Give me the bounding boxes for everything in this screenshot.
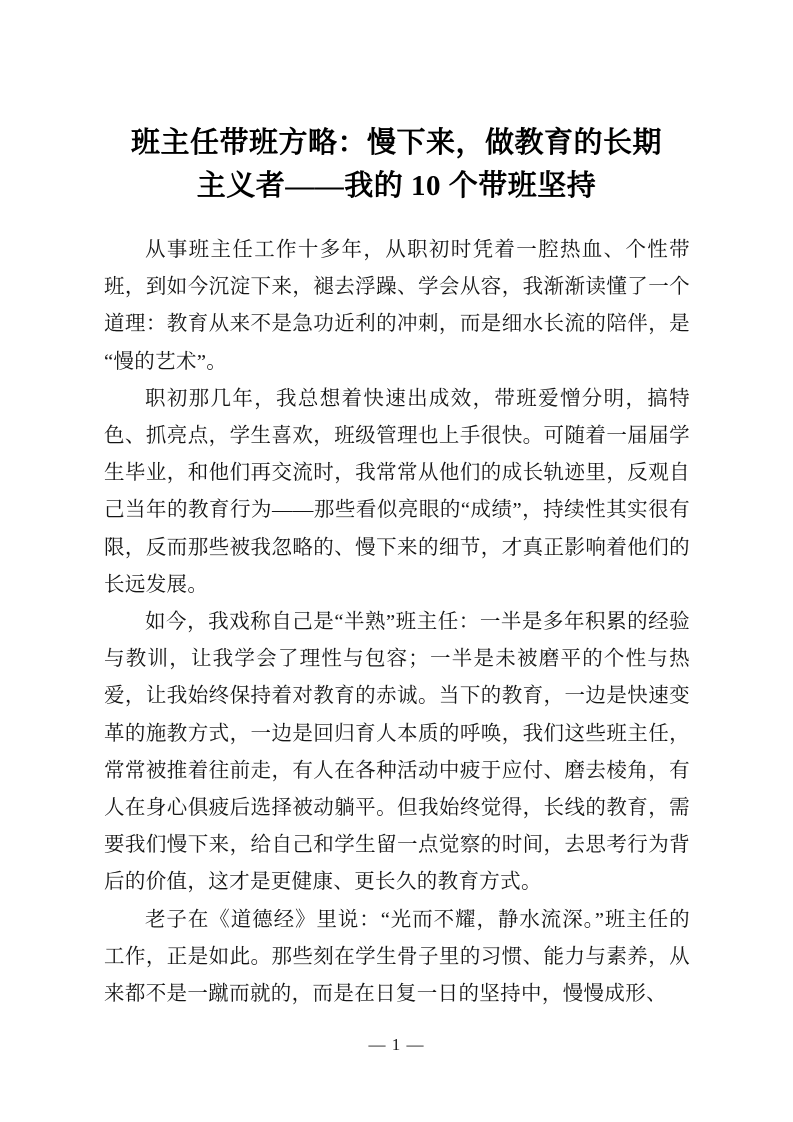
page-number: — 1 — [368,1035,425,1054]
page-title [100,122,693,208]
body-paragraph-1: 从事班主任工作十多年，从职初时凭着一腔热血、个性带班，到如今沉淀下来，褪去浮躁、学会从容，我渐渐读懂了一个道理：教育从来不是急功近利的冲刺，而是细水长流的陪伴，是“慢的艺术”。 [104,239,690,373]
page-footer [0,1035,793,1055]
page-title-line-2: 主义者——我的 10 个带班坚持 [196,170,597,203]
body-paragraph-3: 如今，我戏称自己是“半熟”班主任：一半是多年积累的经验与教训，让我学会了理性与包容；一半是未被磨平的个性与热爱，让我始终保持着对教育的赤诚。当下的教育，一边是快速变革的施教方式，一边是回归育人本质的呼唤，我们这些班主任，常常被推着往前走，有人在各种活动中疲于应付、磨去棱角，有人在身心俱疲后选择被动躺平。但我始终觉得，长线的教育，需要我们慢下来，给自己和学生留一点觉察的时间，去思考行为背后的价值，这才是更健康、更长久的教育方式。 [104,611,690,894]
page-title-line-1: 班主任带班方略：慢下来，做教育的长期 [130,127,662,160]
document-body [104,232,690,1013]
body-paragraph-2: 职初那几年，我总想着快速出成效，带班爱憎分明，搞特色、抓亮点，学生喜欢，班级管理也上手很快。可随着一届届学生毕业，和他们再交流时，我常常从他们的成长轨迹里，反观自己当年的教育行为——那些看似亮眼的“成绩”，持续性其实很有限，反而那些被我忽略的、慢下来的细节，才真正影响着他们的长远发展。 [104,387,690,596]
body-paragraph-4: 老子在《道德经》里说：“光而不耀，静水流深。”班主任的工作，正是如此。那些刻在学生骨子里的习惯、能力与素养，从来都不是一蹴而就的，而是在日复一日的坚持中，慢慢成形、 [104,908,690,1006]
